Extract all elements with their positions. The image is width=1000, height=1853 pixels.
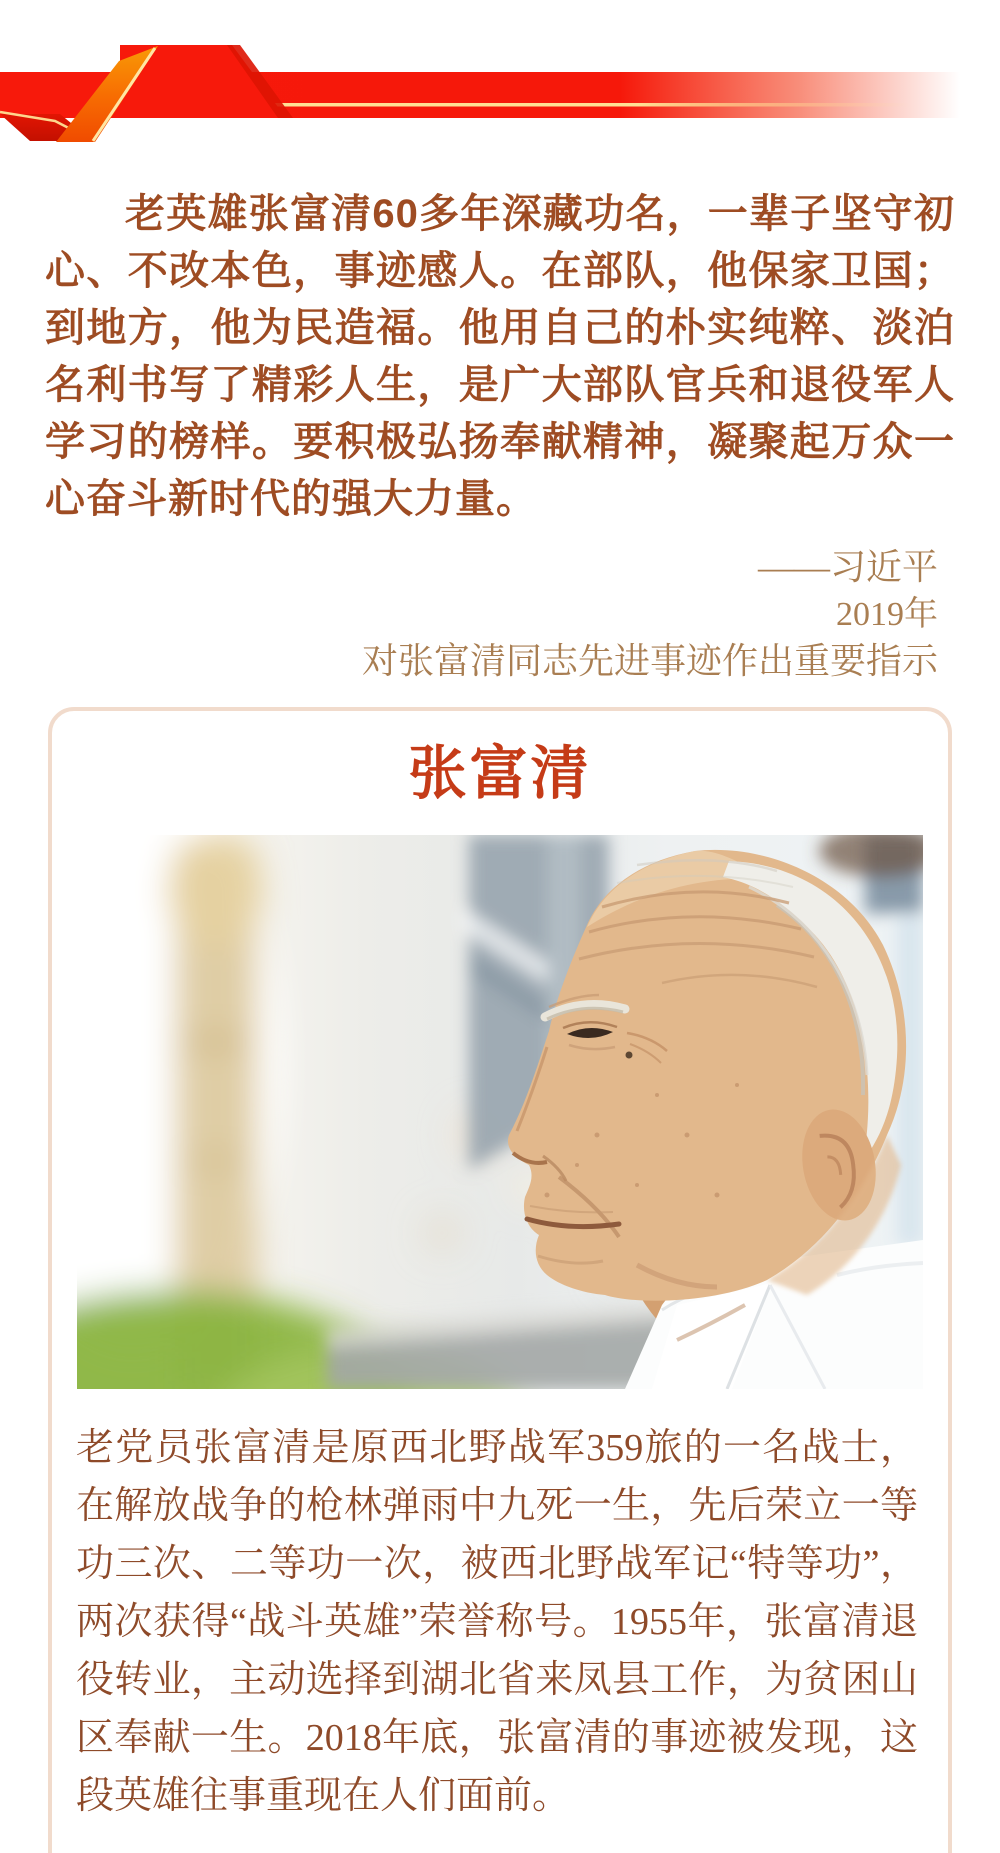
card-title: 张富清 xyxy=(408,741,592,806)
story-text: 老党员张富清是原西北野战军359旅的一名战士，在解放战争的枪林弹雨中九死一生，先后荣立一等功三次、二等功一次，被西北野战军记“特等功”，两次获得“战斗英雄”荣誉称号。1955年，张富清退役转业，主动选择到湖北省来凤县工作，为贫困山区奉献一生。2018年底，张富清的事迹被发现，这段英雄往事重现在人们面前。 xyxy=(76,1427,918,1817)
quote-text: 老英雄张富清60多年深藏功名，一辈子坚守初心、不改本色，事迹感人。在部队，他保家卫国；到地方，他为民造福。他用自己的朴实纯粹、淡泊名利书写了精彩人生，是广大部队官兵和退役军人学习的榜样。要积极弘扬奉献精神，凝聚起万众一心奋斗新时代的强大力量。 xyxy=(45,192,955,521)
portrait-photo xyxy=(77,835,923,1389)
attribution-signature: ——习近平 xyxy=(757,547,938,587)
ribbon-banner-graphic xyxy=(0,0,1000,150)
attribution-year: 2019年 xyxy=(836,596,938,633)
quote-attribution xyxy=(0,544,938,685)
attribution-occasion: 对张富清同志先进事迹作出重要指示 xyxy=(361,641,938,681)
profile-card xyxy=(48,707,952,1853)
